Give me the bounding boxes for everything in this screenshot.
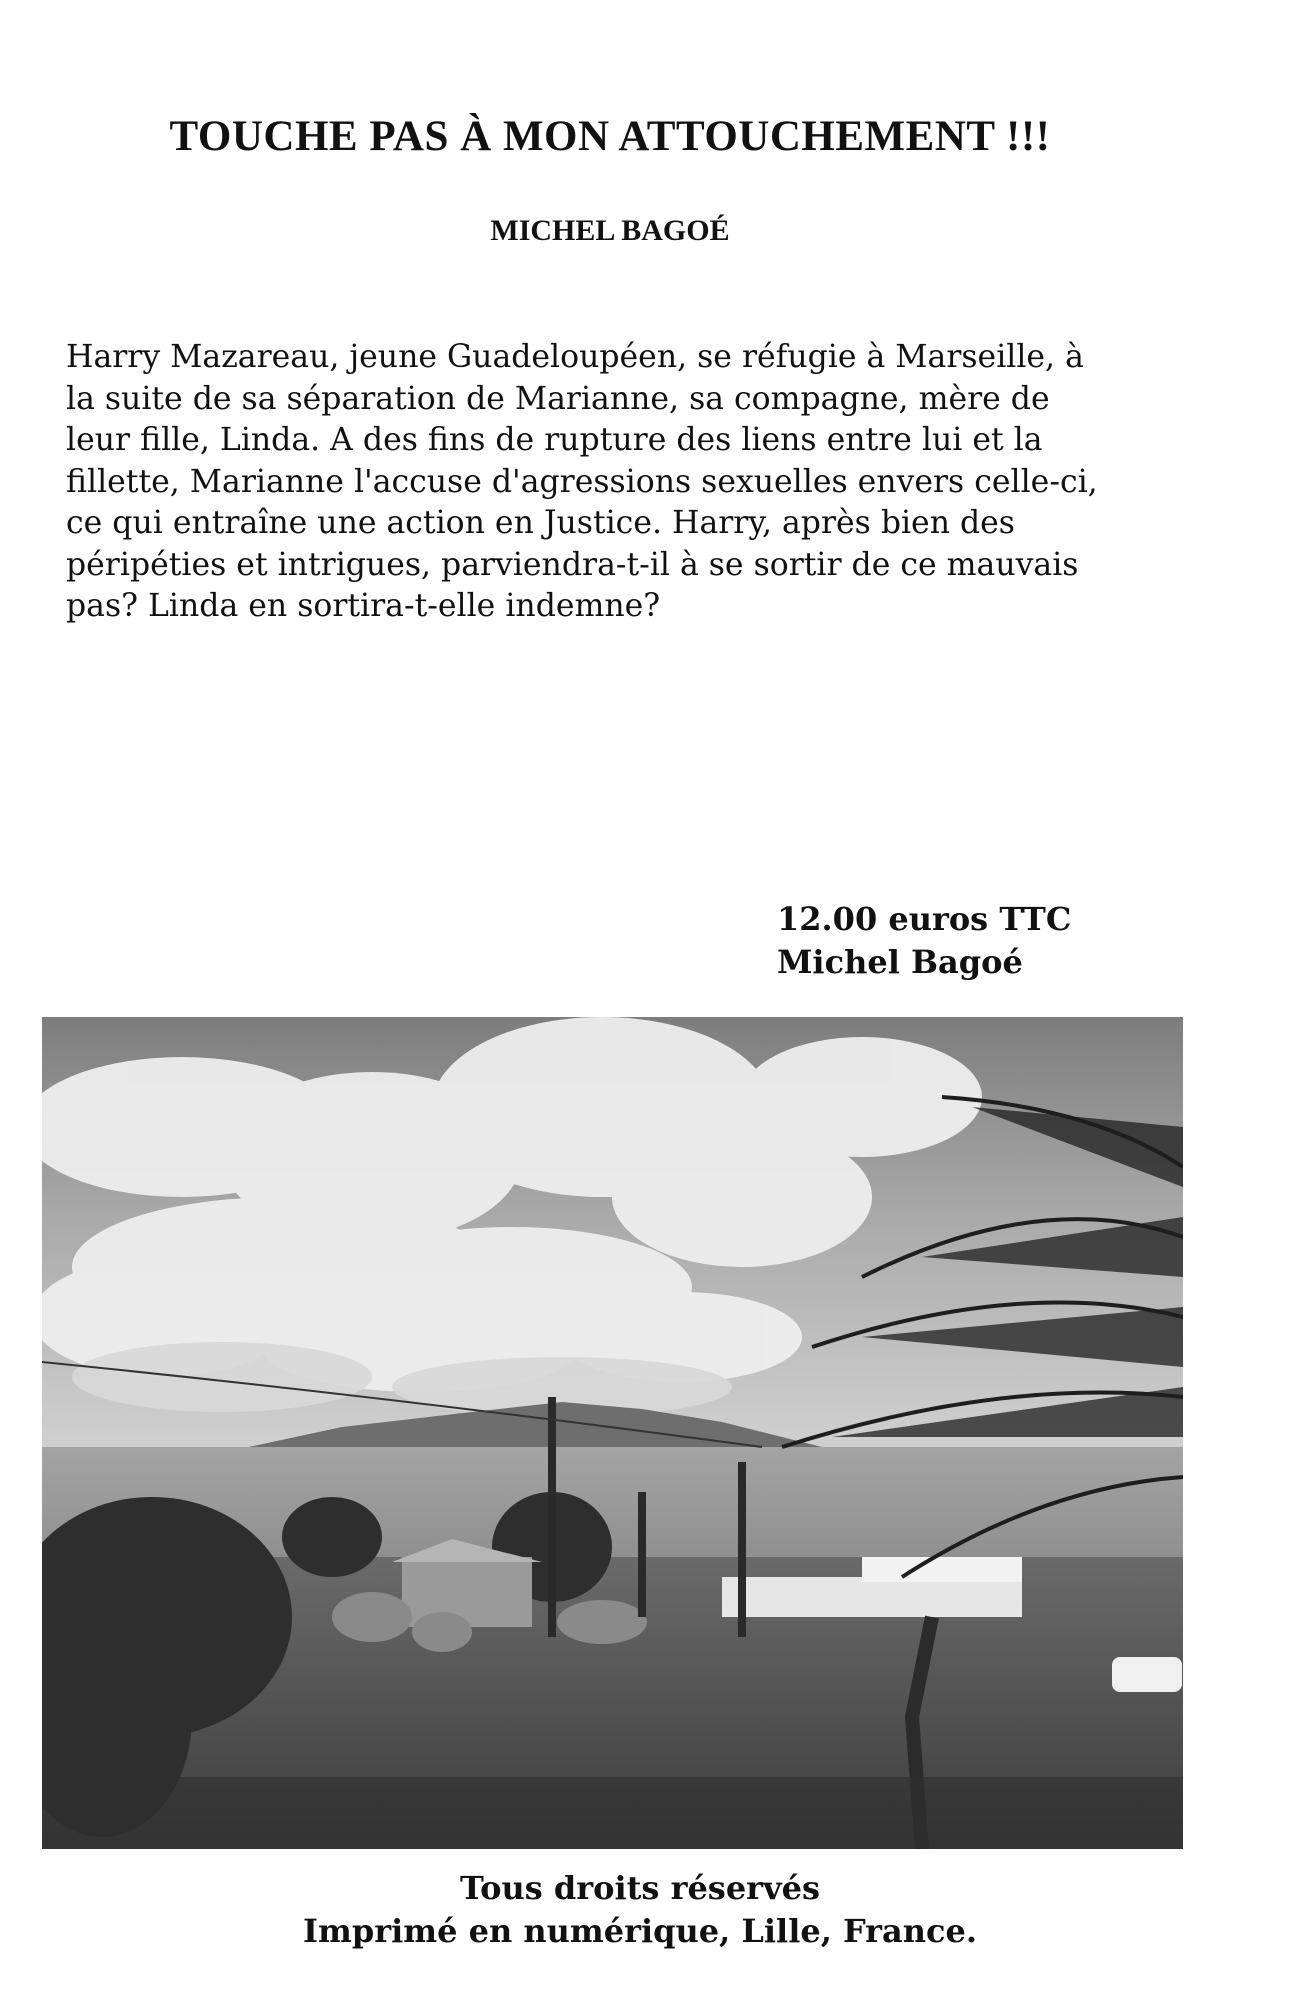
book-title: TOUCHE PAS À MON ATTOUCHEMENT !!! [169,113,1051,160]
rights-text: Tous droits réservés [460,1869,820,1907]
price-label: 12.00 euros TTC [777,900,1072,938]
footer [0,1867,1280,1953]
book-author: MICHEL BAGOÉ [490,214,730,247]
price-block [777,898,1197,984]
cover-photo [42,1017,1183,1849]
price-author: Michel Bagoé [777,943,1023,981]
book-summary: Harry Mazareau, jeune Guadeloupéen, se réfugie à Marseille, à la suite de sa séparation de Marianne, sa compagne, mère de leur fille, Linda. A des fins de rupture des liens entre lui et la fillette, Marianne l'accuse d'agressions sexuelles envers celle-ci, ce qui entraîne une action en Justice. Harry, après bien des péripéties et intrigues, parviendra-t-il à se sortir de ce mauvais pas? Linda en sortira-t-elle indemne? [66,339,1098,624]
printed-text: Imprimé en numérique, Lille, France. [303,1912,977,1950]
